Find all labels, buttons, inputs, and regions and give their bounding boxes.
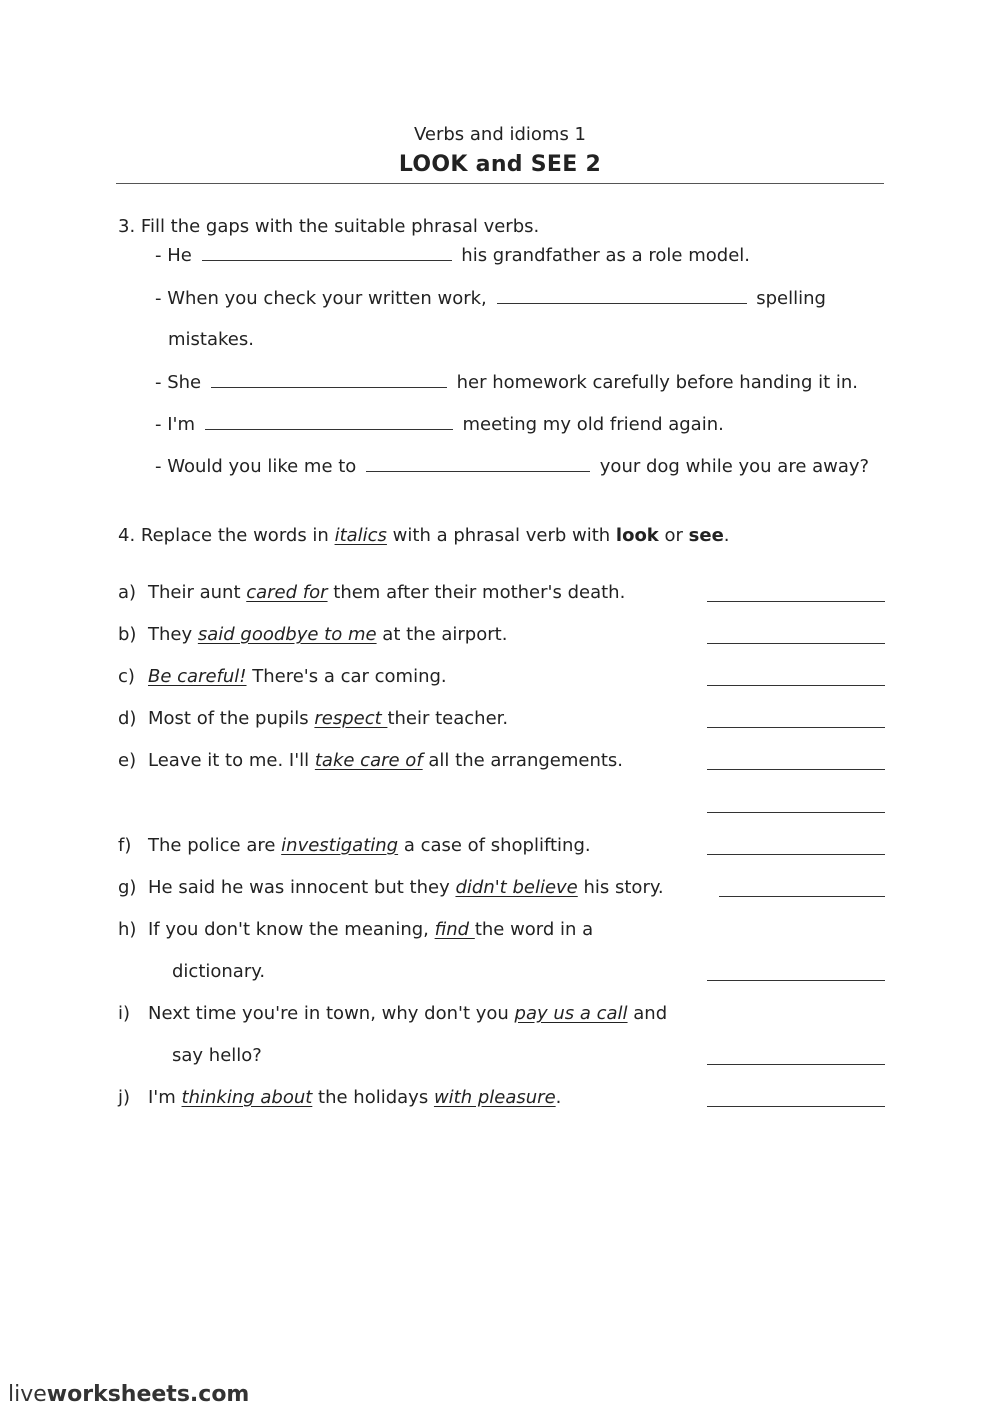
- ex3-sentence-2: - When you check your written work, spelling: [155, 288, 826, 309]
- ex4-item-h-cont: dictionary.: [172, 961, 266, 982]
- ex3-sentence-2-cont: mistakes.: [168, 329, 254, 350]
- ex4-item-i: i) Next time you're in town, why don't you pay us a call and: [118, 1003, 668, 1024]
- liveworksheets-logo: liveworksheets.com: [8, 1382, 250, 1407]
- answer-line-e[interactable]: [707, 769, 885, 770]
- answer-line-b[interactable]: [707, 643, 885, 644]
- ex4-item-f: f) The police are investigating a case of shoplifting.: [118, 835, 591, 856]
- gap-input[interactable]: [497, 287, 747, 304]
- gap-input[interactable]: [202, 244, 452, 261]
- ex3-sentence-4: - I'm meeting my old friend again.: [155, 414, 724, 435]
- ex3-sentence-3: - She her homework carefully before handing it in.: [155, 372, 859, 393]
- answer-line-j[interactable]: [707, 1106, 885, 1107]
- exercise-4-instruction: 4. Replace the words in italics with a phrasal verb with look or see.: [118, 525, 730, 546]
- answer-line-c[interactable]: [707, 685, 885, 686]
- answer-line-a[interactable]: [707, 601, 885, 602]
- answer-line-f[interactable]: [707, 854, 885, 855]
- gap-input[interactable]: [211, 371, 447, 388]
- worksheet-subtitle: Verbs and idioms 1: [413, 124, 587, 145]
- ex4-item-i-cont: say hello?: [172, 1045, 262, 1066]
- ex4-item-d: d) Most of the pupils respect their teacher.: [118, 708, 509, 729]
- ex4-item-g: g) He said he was innocent but they didn't believe his story.: [118, 877, 664, 898]
- ex3-sentence-5: - Would you like me to your dog while you are away?: [155, 456, 870, 477]
- answer-line-h[interactable]: [707, 980, 885, 981]
- answer-line-e2[interactable]: [707, 812, 885, 813]
- header-divider: [116, 183, 884, 184]
- ex4-item-h: h) If you don't know the meaning, find the word in a: [118, 919, 594, 940]
- exercise-3-instruction: 3. Fill the gaps with the suitable phrasal verbs.: [118, 216, 540, 237]
- ex4-item-c: c) Be careful! There's a car coming.: [118, 666, 447, 687]
- answer-line-i[interactable]: [707, 1064, 885, 1065]
- answer-line-g[interactable]: [719, 896, 885, 897]
- ex4-item-a: a) Their aunt cared for them after their mother's death.: [118, 582, 626, 603]
- ex4-item-b: b) They said goodbye to me at the airport.: [118, 624, 508, 645]
- ex3-sentence-1: - He his grandfather as a role model.: [155, 245, 750, 266]
- gap-input[interactable]: [366, 455, 590, 472]
- ex4-item-j: j) I'm thinking about the holidays with pleasure.: [118, 1087, 562, 1108]
- ex4-item-e: e) Leave it to me. I'll take care of all the arrangements.: [118, 750, 624, 771]
- worksheet-title: LOOK and SEE 2: [398, 152, 602, 177]
- gap-input[interactable]: [205, 413, 453, 430]
- answer-line-d[interactable]: [707, 727, 885, 728]
